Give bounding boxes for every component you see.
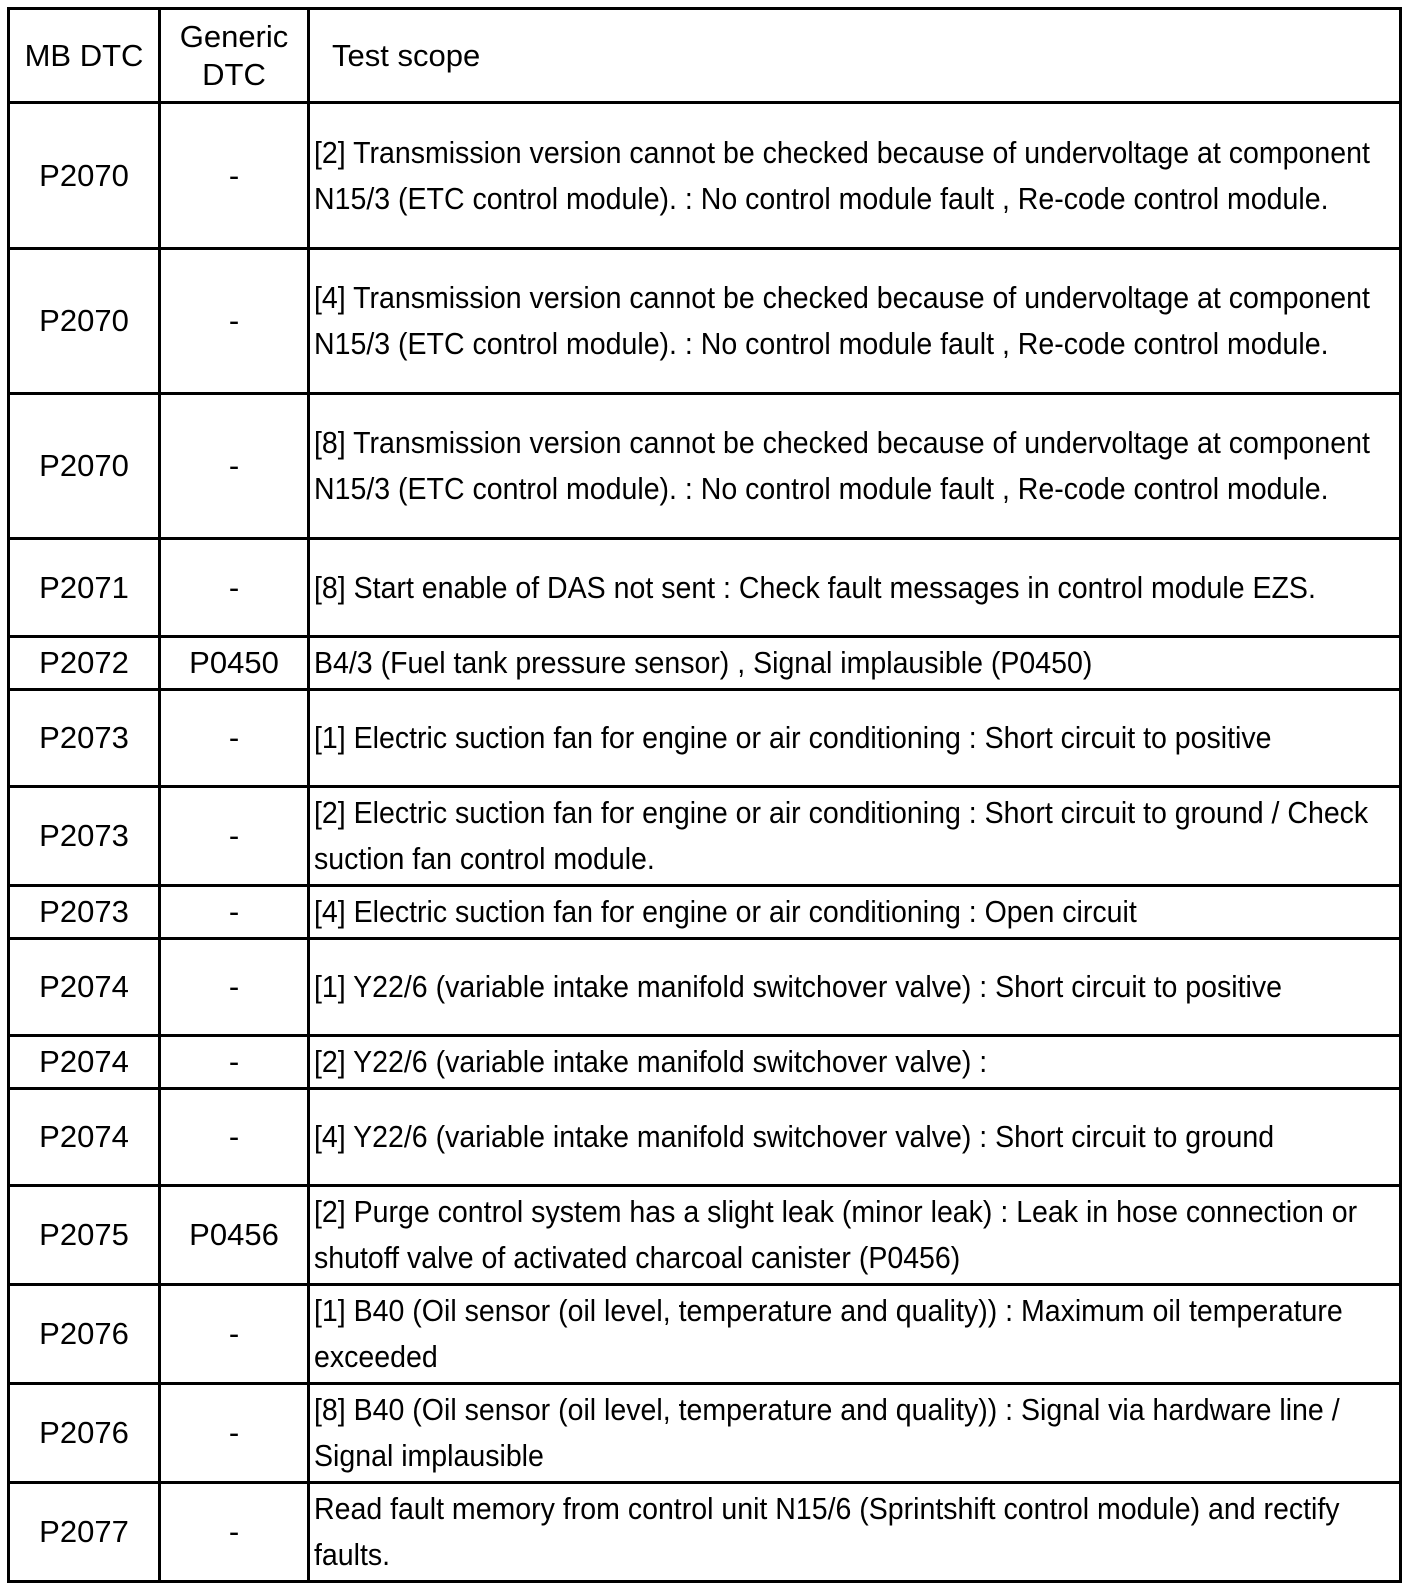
- test-scope-text: [4] Transmission version cannot be checked because of undervoltage at component N15/3 (ETC control module). : No control module fault , Re-code control module.: [314, 280, 1370, 361]
- header-generic-dtc-line2: DTC: [202, 56, 266, 92]
- test-scope-text: [1] Electric suction fan for engine or air conditioning : Short circuit to positive: [314, 720, 1272, 755]
- generic-dtc-cell: P0450: [160, 637, 309, 690]
- generic-dtc-cell: -: [160, 1285, 309, 1384]
- table-row: [9, 1089, 1401, 1186]
- mb-dtc-cell: P2075: [9, 1186, 160, 1285]
- test-scope-text: [8] Transmission version cannot be checked because of undervoltage at component N15/3 (ETC control module). : No control module fault , Re-code control module.: [314, 425, 1370, 506]
- generic-dtc-cell: P0456: [160, 1186, 309, 1285]
- generic-dtc-cell: -: [160, 787, 309, 886]
- mb-dtc-cell: P2074: [9, 1036, 160, 1089]
- test-scope-cell: [309, 690, 1401, 787]
- table-row: [9, 1036, 1401, 1089]
- test-scope-text: [2] Y22/6 (variable intake manifold switchover valve) :: [314, 1044, 988, 1079]
- test-scope-cell: [309, 1285, 1401, 1384]
- table-row: [9, 886, 1401, 939]
- mb-dtc-cell: P2070: [9, 103, 160, 249]
- mb-dtc-cell: P2070: [9, 249, 160, 394]
- test-scope-text: [2] Transmission version cannot be checked because of undervoltage at component N15/3 (ETC control module). : No control module fault , Re-code control module.: [314, 134, 1370, 216]
- test-scope-cell: [309, 1036, 1401, 1089]
- test-scope-cell: [309, 539, 1401, 637]
- header-mb-dtc: MB DTC: [9, 9, 160, 103]
- test-scope-cell: [309, 1483, 1401, 1582]
- table-row: [9, 539, 1401, 637]
- test-scope-cell: [309, 886, 1401, 939]
- mb-dtc-cell: P2073: [9, 787, 160, 886]
- table-row: [9, 249, 1401, 394]
- test-scope-cell: [309, 1089, 1401, 1186]
- mb-dtc-cell: P2077: [9, 1483, 160, 1582]
- generic-dtc-cell: -: [160, 690, 309, 787]
- mb-dtc-cell: P2070: [9, 394, 160, 539]
- mb-dtc-cell: P2071: [9, 539, 160, 637]
- test-scope-text: [8] Start enable of DAS not sent : Check fault messages in control module EZS.: [314, 569, 1316, 605]
- test-scope-text: [4] Electric suction fan for engine or air conditioning : Open circuit: [314, 894, 1137, 929]
- table-row: [9, 690, 1401, 787]
- mb-dtc-cell: P2074: [9, 1089, 160, 1186]
- test-scope-text: [2] Purge control system has a slight leak (minor leak) : Leak in hose connection or shutoff valve of activated charcoal canister (P0456): [314, 1194, 1358, 1275]
- test-scope-text: [4] Y22/6 (variable intake manifold switchover valve) : Short circuit to ground: [314, 1119, 1275, 1154]
- test-scope-text: [8] B40 (Oil sensor (oil level, temperature and quality)) : Signal via hardware line / Signal implausible: [314, 1392, 1340, 1473]
- mb-dtc-cell: P2073: [9, 690, 160, 787]
- test-scope-cell: [309, 103, 1401, 249]
- test-scope-text: [1] B40 (Oil sensor (oil level, temperature and quality)) : Maximum oil temperature exceeded: [314, 1293, 1343, 1374]
- mb-dtc-cell: P2072: [9, 637, 160, 690]
- test-scope-cell: [309, 1384, 1401, 1483]
- test-scope-text: [2] Electric suction fan for engine or air conditioning : Short circuit to ground / Check suction fan control module.: [314, 795, 1369, 876]
- table-row: [9, 1483, 1401, 1582]
- table-row: [9, 1186, 1401, 1285]
- table-row: [9, 1285, 1401, 1384]
- dtc-table: [7, 7, 1402, 1583]
- header-test-scope: Test scope: [309, 9, 1401, 103]
- test-scope-text: Read fault memory from control unit N15/6 (Sprintshift control module) and rectify faults.: [314, 1491, 1340, 1572]
- mb-dtc-cell: P2074: [9, 939, 160, 1036]
- generic-dtc-cell: -: [160, 394, 309, 539]
- mb-dtc-cell: P2073: [9, 886, 160, 939]
- table-row: [9, 787, 1401, 886]
- table-row: [9, 103, 1401, 249]
- generic-dtc-cell: -: [160, 1036, 309, 1089]
- generic-dtc-cell: -: [160, 939, 309, 1036]
- test-scope-cell: [309, 1186, 1401, 1285]
- mb-dtc-cell: P2076: [9, 1384, 160, 1483]
- test-scope-cell: [309, 787, 1401, 886]
- test-scope-cell: [309, 394, 1401, 539]
- header-generic-dtc-line1: Generic: [179, 18, 289, 54]
- header-generic-dtc: [160, 9, 309, 103]
- test-scope-cell: [309, 939, 1401, 1036]
- test-scope-cell: [309, 637, 1401, 690]
- mb-dtc-cell: P2076: [9, 1285, 160, 1384]
- table-row: [9, 394, 1401, 539]
- generic-dtc-cell: -: [160, 886, 309, 939]
- generic-dtc-cell: -: [160, 1483, 309, 1582]
- table-row: [9, 939, 1401, 1036]
- generic-dtc-cell: -: [160, 539, 309, 637]
- test-scope-text: [1] Y22/6 (variable intake manifold switchover valve) : Short circuit to positive: [314, 969, 1283, 1004]
- test-scope-cell: [309, 249, 1401, 394]
- generic-dtc-cell: -: [160, 103, 309, 249]
- table-row: [9, 1384, 1401, 1483]
- generic-dtc-cell: -: [160, 1384, 309, 1483]
- generic-dtc-cell: -: [160, 1089, 309, 1186]
- test-scope-text: B4/3 (Fuel tank pressure sensor) , Signal implausible (P0450): [314, 645, 1093, 680]
- table-row: [9, 637, 1401, 690]
- generic-dtc-cell: -: [160, 249, 309, 394]
- header-row: [9, 9, 1401, 103]
